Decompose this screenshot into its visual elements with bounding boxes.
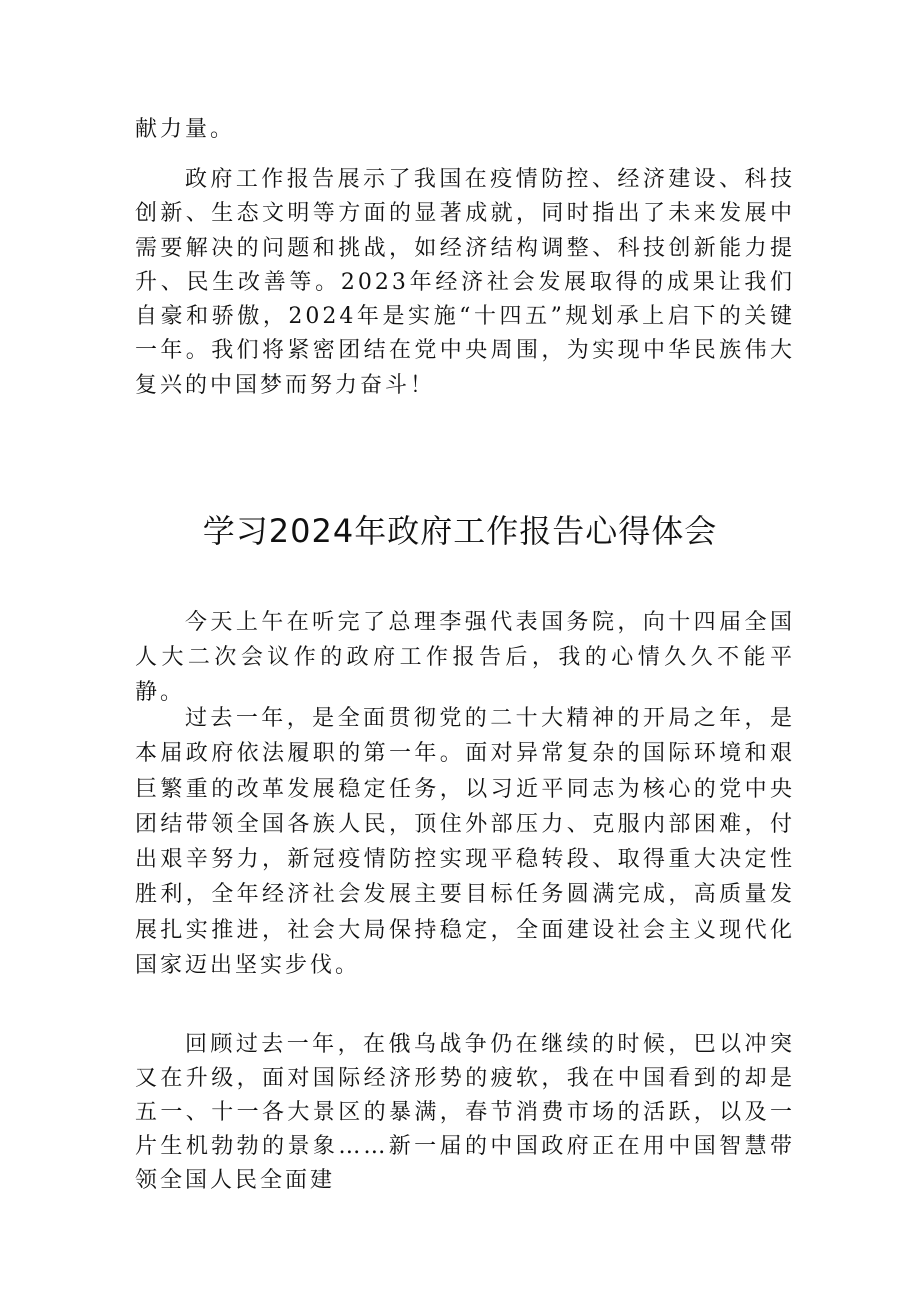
paragraph-report-summary: 政府工作报告展示了我国在疫情防控、经济建设、科技创新、生态文明等方面的显著成就，同时指出了未来发展中需要解决的问题和挑战，如经济结构调整、科技创新能力提升、民生改善等。2023年经济社会发展取得的成果让我们自豪和骄傲，2024年是实施“十四五”规划承上启下的关键一年。我们将紧密团结在党中央周围，为实现中华民族伟大复兴的中国梦而努力奋斗！ <box>135 167 795 398</box>
paragraph-review: 回顾过去一年，在俄乌战争仍在继续的时候，巴以冲突又在升级，面对国际经济形势的疲软，我在中国看到的却是五一、十一各大景区的暴满，春节消费市场的活跃，以及一片生机勃勃的景象……新一届的中国政府正在用中国智慧带领全国人民全面建 <box>135 1032 795 1193</box>
paragraph-past-year: 过去一年，是全面贯彻党的二十大精神的开局之年，是本届政府依法履职的第一年。面对异常复杂的国际环境和艰巨繁重的改革发展稳定任务，以习近平同志为核心的党中央团结带领全国各族人民，顶住外部压力、克服内部困难，付出艰辛努力，新冠疫情防控实现平稳转段、取得重大决定性胜利，全年经济社会发展主要目标任务圆满完成，高质量发展扎实推进，社会大局保持稳定，全面建设社会主义现代化国家迈出坚实步伐。 <box>135 706 795 979</box>
paragraph-opening: 今天上午在听完了总理李强代表国务院，向十四届全国人大二次会议作的政府工作报告后，我的心情久久不能平静。 <box>135 610 795 705</box>
continued-text-fragment: 献力量。 <box>135 117 236 142</box>
document-title: 学习2024年政府工作报告心得体会 <box>202 512 718 550</box>
